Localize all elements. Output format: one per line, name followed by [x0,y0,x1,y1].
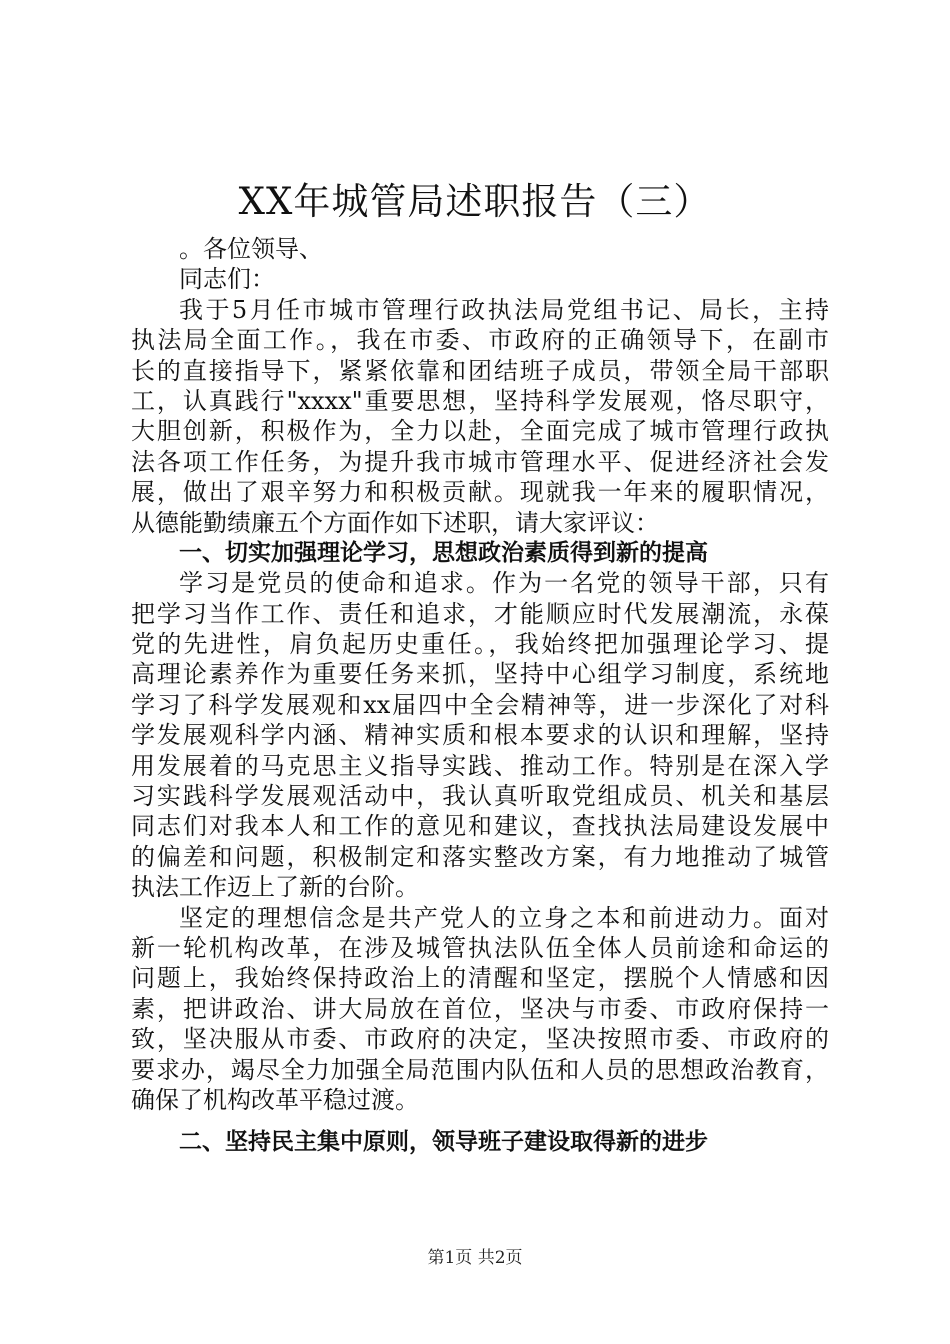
text-line: 的偏差和问题，积极制定和落实整改方案，有力地推动了城管 [131,842,829,871]
text-line: 长的直接指导下，紧紧依靠和团结班子成员，带领全局干部职 [131,356,829,385]
text-line: 大胆创新，积极作为，全力以赴，全面完成了城市管理行政执 [131,417,829,446]
text-line: 习实践科学发展观活动中，我认真听取党组成员、机关和基层 [131,782,829,811]
text-line: 要求办，竭尽全力加强全局范围内队伍和人员的思想政治教育， [131,1055,829,1084]
section-heading: 一、切实加强理论学习，思想政治素质得到新的提高 [179,539,708,566]
text-line: 执法局全面工作。，我在市委、市政府的正确领导下，在副市 [131,326,829,355]
text-line: 用发展着的马克思主义指导实践、推动工作。特别是在深入学 [131,751,829,780]
text-line: 素，把讲政治、讲大局放在首位，坚决与市委、市政府保持一 [131,994,829,1023]
text-line: 问题上，我始终保持政治上的清醒和坚定，摆脱个人情感和因 [131,964,829,993]
text-line: 我于5月任市城市管理行政执法局党组书记、局长，主持 [179,295,829,324]
document-body [131,234,829,1158]
text-line: 法各项工作任务，为提升我市城市管理水平、促进经济社会发 [131,447,829,476]
text-line: 把学习当作工作、责任和追求，才能顺应时代发展潮流，永葆 [131,599,829,628]
salutation-line: 同志们： [179,265,275,294]
text-line: 致，坚决服从市委、市政府的决定，坚决按照市委、市政府的 [131,1025,829,1054]
text-line: 新一轮机构改革，在涉及城管执法队伍全体人员前途和命运的 [131,933,829,962]
page-footer: 第1页 共2页 [427,1248,523,1268]
text-line: 学发展观科学内涵、精神实质和根本要求的认识和理解，坚持 [131,721,829,750]
text-line: 学习是党员的使命和追求。作为一名党的领导干部，只有 [179,569,829,598]
text-line: 坚定的理想信念是共产党人的立身之本和前进动力。面对 [179,903,829,932]
text-line: 展，做出了艰辛努力和积极贡献。现就我一年来的履职情况， [131,478,829,507]
text-line: 确保了机构改革平稳过渡。 [131,1085,419,1114]
salutation-line: 。各位领导、 [179,235,323,263]
text-line: 党的先进性，肩负起历史重任。，我始终把加强理论学习、提 [131,630,829,659]
text-line: 学习了科学发展观和xx届四中全会精神等，进一步深化了对科 [131,690,829,719]
intro-paragraph [131,295,829,538]
text-line: 同志们对我本人和工作的意见和建议，查找执法局建设发展中 [131,812,829,841]
text-line: 从德能勤绩廉五个方面作如下述职，请大家评议： [131,508,659,537]
document-title: XX年城管局述职报告（三） [238,180,712,223]
text-line: 高理论素养作为重要任务来抓，坚持中心组学习制度，系统地 [131,660,829,689]
section-1-paragraph-1 [131,568,829,902]
section-heading: 二、坚持民主集中原则，领导班子建设取得新的进步 [179,1129,708,1156]
text-line: 执法工作迈上了新的台阶。 [131,873,419,902]
text-line: 工，认真践行"xxxx"重要思想，坚持科学发展观，恪尽职守， [131,386,829,415]
section-1-paragraph-2 [131,903,829,1116]
